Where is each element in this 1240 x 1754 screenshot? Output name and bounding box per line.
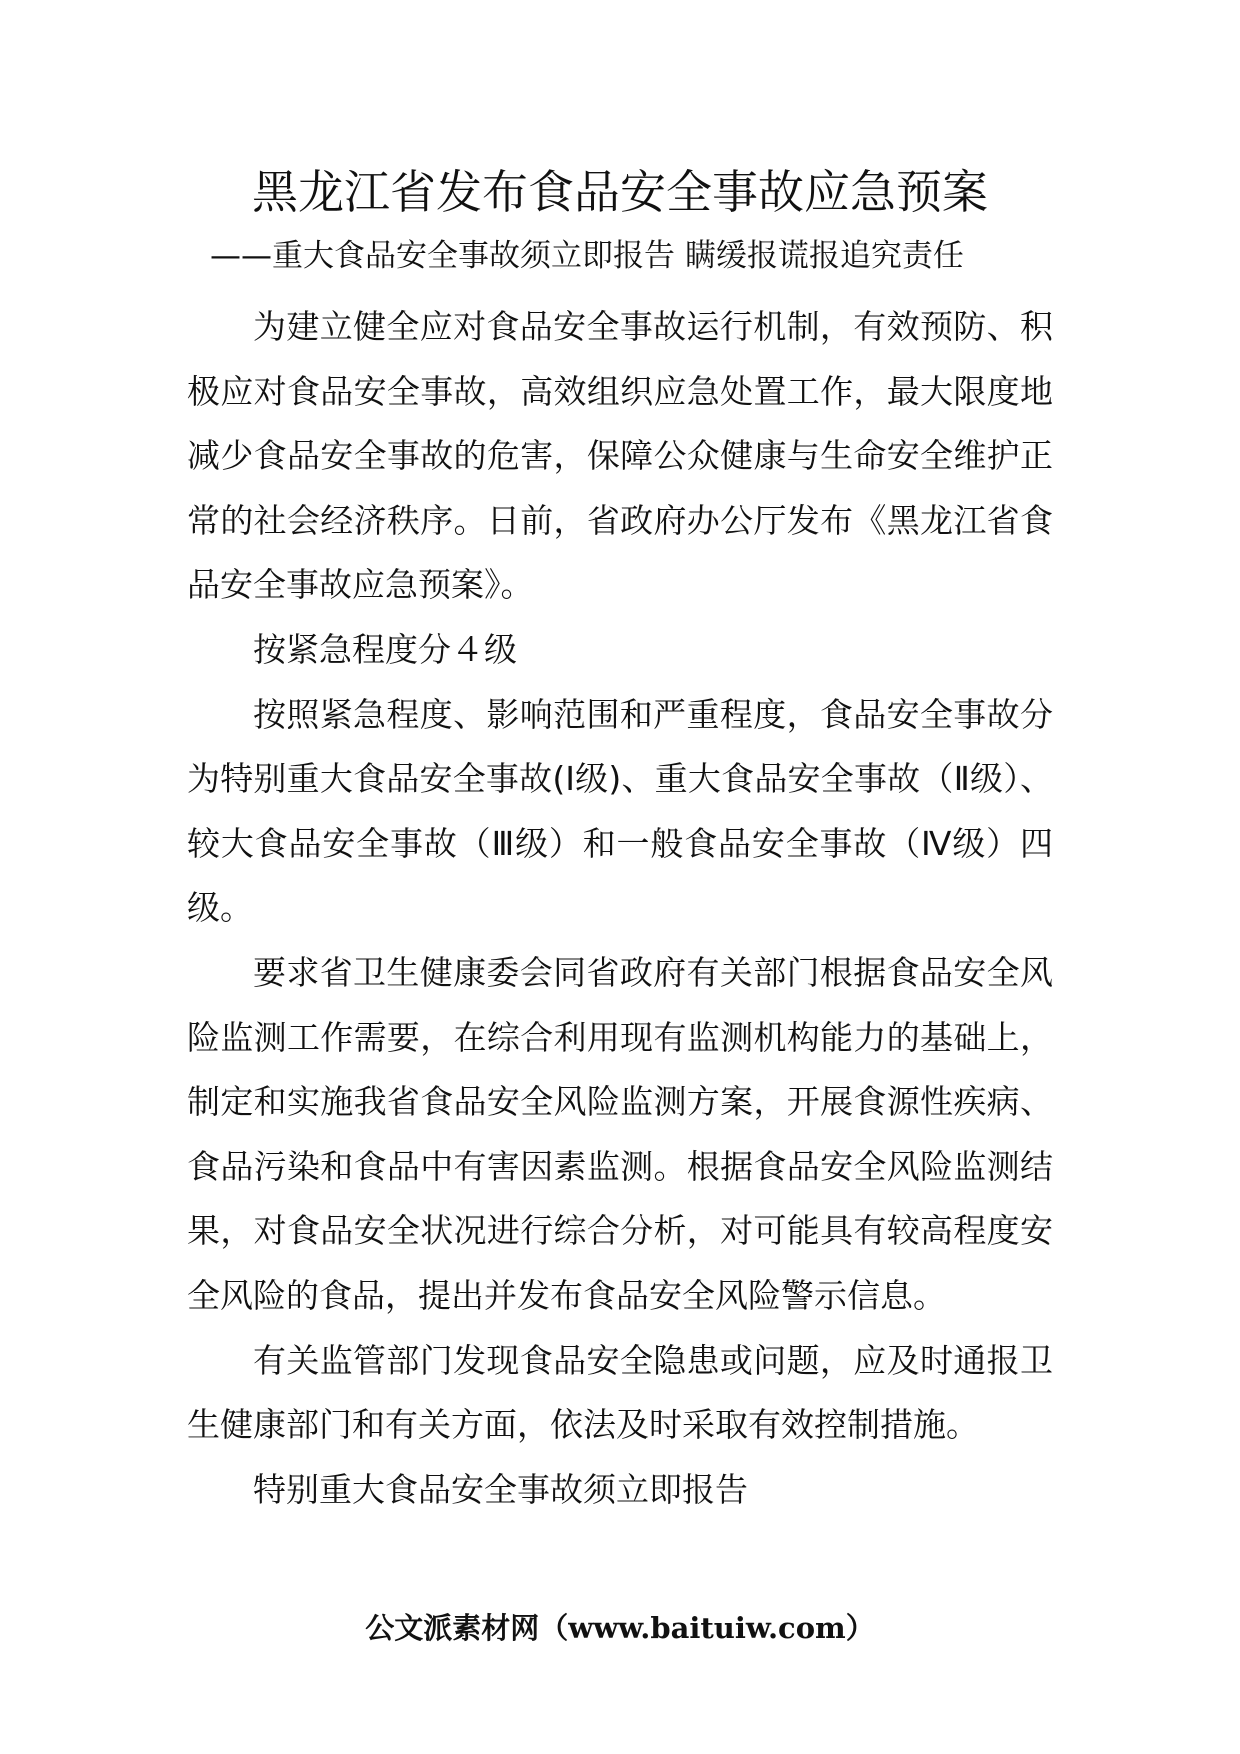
paragraph-notification: 有关监管部门发现食品安全隐患或问题，应及时通报卫生健康部门和有关方面，依法及时采取有效控制措施。 — [187, 1340, 1053, 1445]
document-subtitle: ——重大食品安全事故须立即报告 瞒缓报谎报追究责任 — [210, 238, 964, 274]
paragraph-monitoring: 要求省卫生健康委会同省政府有关部门根据食品安全风险监测工作需要，在综合利用现有监测机构能力的基础上，制定和实施我省食品安全风险监测方案，开展食源性疾病、食品污染和食品中有害因素监测。根据食品安全风险监测结果，对食品安全状况进行综合分析，对可能具有较高程度安全风险的食品，提出并发布食品安全风险警示信息。 — [187, 952, 1053, 1315]
paragraph-intro: 为建立健全应对食品安全事故运行机制，有效预防、积极应对食品安全事故，高效组织应急处置工作，最大限度地减少食品安全事故的危害，保障公众健康与生命安全维护正常的社会经济秩序。日前，省政府办公厅发布《黑龙江省食品安全事故应急预案》。 — [187, 307, 1053, 605]
document-title: 黑龙江省发布食品安全事故应急预案 — [252, 165, 988, 219]
source-footer: 公文派素材网（www.baituiw.com） — [365, 1611, 875, 1645]
section-heading-levels: 按紧急程度分４级 — [253, 629, 517, 669]
section-heading-report: 特别重大食品安全事故须立即报告 — [253, 1469, 748, 1509]
document-body — [187, 295, 1053, 1522]
paragraph-levels: 按照紧急程度、影响范围和严重程度，食品安全事故分为特别重大食品安全事故(I级)、重大食品安全事故（Ⅱ级）、较大食品安全事故（Ⅲ级）和一般食品安全事故（Ⅳ级）四级。 — [187, 694, 1053, 928]
